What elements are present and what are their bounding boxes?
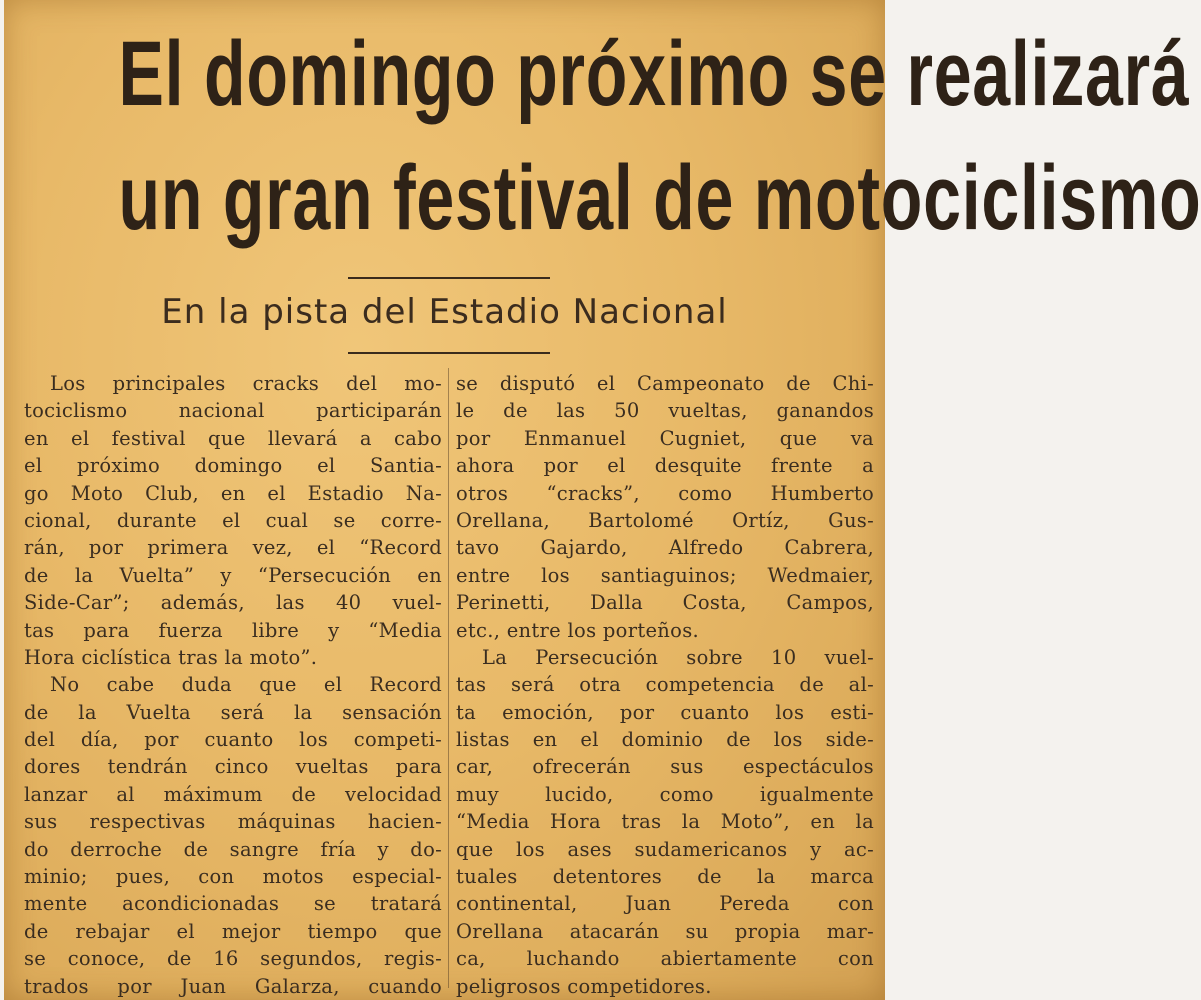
text-line: otros “cracks”, como Humberto xyxy=(456,481,874,505)
text-line: se disputó el Campeonato de Chi- xyxy=(456,372,874,395)
text-line: cional, durante el cual se corre- xyxy=(24,508,442,532)
text-line: do derroche de sangre fría y do- xyxy=(24,837,442,861)
text-line: Hora ciclística tras la moto”. xyxy=(24,645,318,669)
text-line: muy lucido, como igualmente xyxy=(456,782,874,806)
text-line: No cabe duda que el Record xyxy=(50,673,442,697)
text-line: tavo Gajardo, Alfredo Cabrera, xyxy=(456,536,874,560)
text-line: por Enmanuel Cugniet, que va xyxy=(456,426,874,450)
text-line: rán, por primera vez, el “Record xyxy=(24,536,442,560)
text-line: etc., entre los porteños. xyxy=(456,618,699,642)
text-line: en el festival que llevará a cabo xyxy=(24,426,442,450)
text-line: entre los santiaguinos; Wedmaier, xyxy=(456,563,874,587)
column-divider xyxy=(448,368,449,988)
text-line: “Media Hora tras la Moto”, en la xyxy=(456,810,874,834)
text-line: go Moto Club, en el Estadio Na- xyxy=(24,481,442,505)
text-line: del día, por cuanto los competi- xyxy=(24,728,442,752)
text-line: lanzar al máximum de velocidad xyxy=(24,782,442,806)
subheadline: En la pista del Estadio Nacional xyxy=(161,292,728,332)
text-line: dores tendrán cinco vueltas para xyxy=(24,755,442,779)
text-line: ta emoción, por cuanto los esti- xyxy=(456,700,874,724)
text-line: La Persecución sobre 10 vuel- xyxy=(482,645,874,669)
text-line: Los principales cracks del mo- xyxy=(50,372,442,395)
text-line: de rebajar el mejor tiempo que xyxy=(24,919,442,943)
headline-line-1: El domingo próximo se realizará xyxy=(118,23,1190,125)
text-line: Perinetti, Dalla Costa, Campos, xyxy=(456,591,874,615)
text-line: Orellana atacarán su propia mar- xyxy=(456,919,874,943)
text-line: de la Vuelta” y “Persecución en xyxy=(24,563,442,587)
text-line: sus respectivas máquinas hacien- xyxy=(24,810,442,834)
text-line: Orellana, Bartolomé Ortíz, Gus- xyxy=(456,508,874,532)
text-line: el próximo domingo el Santia- xyxy=(24,454,442,478)
text-line: mente acondicionadas se tratará xyxy=(24,892,442,916)
text-line: tas para fuerza libre y “Media xyxy=(24,618,442,642)
text-line: ahora por el desquite frente a xyxy=(456,454,874,478)
text-line: de la Vuelta será la sensación xyxy=(24,700,442,724)
newspaper-clipping xyxy=(4,0,1201,1000)
article-column-left xyxy=(24,370,442,1000)
text-line: minio; pues, con motos especial- xyxy=(24,865,442,889)
text-line: trados por Juan Galarza, cuando xyxy=(24,974,442,998)
text-line: continental, Juan Pereda con xyxy=(456,892,874,916)
text-line: peligrosos competidores. xyxy=(456,974,712,998)
headline-line-2: un gran festival de motociclismo xyxy=(118,147,1201,249)
article-column-right xyxy=(456,370,874,1000)
text-line: tas será otra competencia de al- xyxy=(456,673,874,697)
text-line: tuales detentores de la marca xyxy=(456,865,874,889)
text-line: se conoce, de 16 segundos, regis- xyxy=(24,947,442,971)
text-line: tociclismo nacional participarán xyxy=(24,399,442,423)
text-line: que los ases sudamericanos y ac- xyxy=(456,837,874,861)
text-line: Side-Car”; además, las 40 vuel- xyxy=(24,591,442,615)
rule-bottom xyxy=(348,352,550,354)
text-line: le de las 50 vueltas, ganandos xyxy=(456,399,874,423)
text-line: ca, luchando abiertamente con xyxy=(456,947,874,971)
text-line: car, ofrecerán sus espectáculos xyxy=(456,755,874,779)
text-line: listas en el dominio de los side- xyxy=(456,728,874,752)
rule-top xyxy=(348,277,550,279)
